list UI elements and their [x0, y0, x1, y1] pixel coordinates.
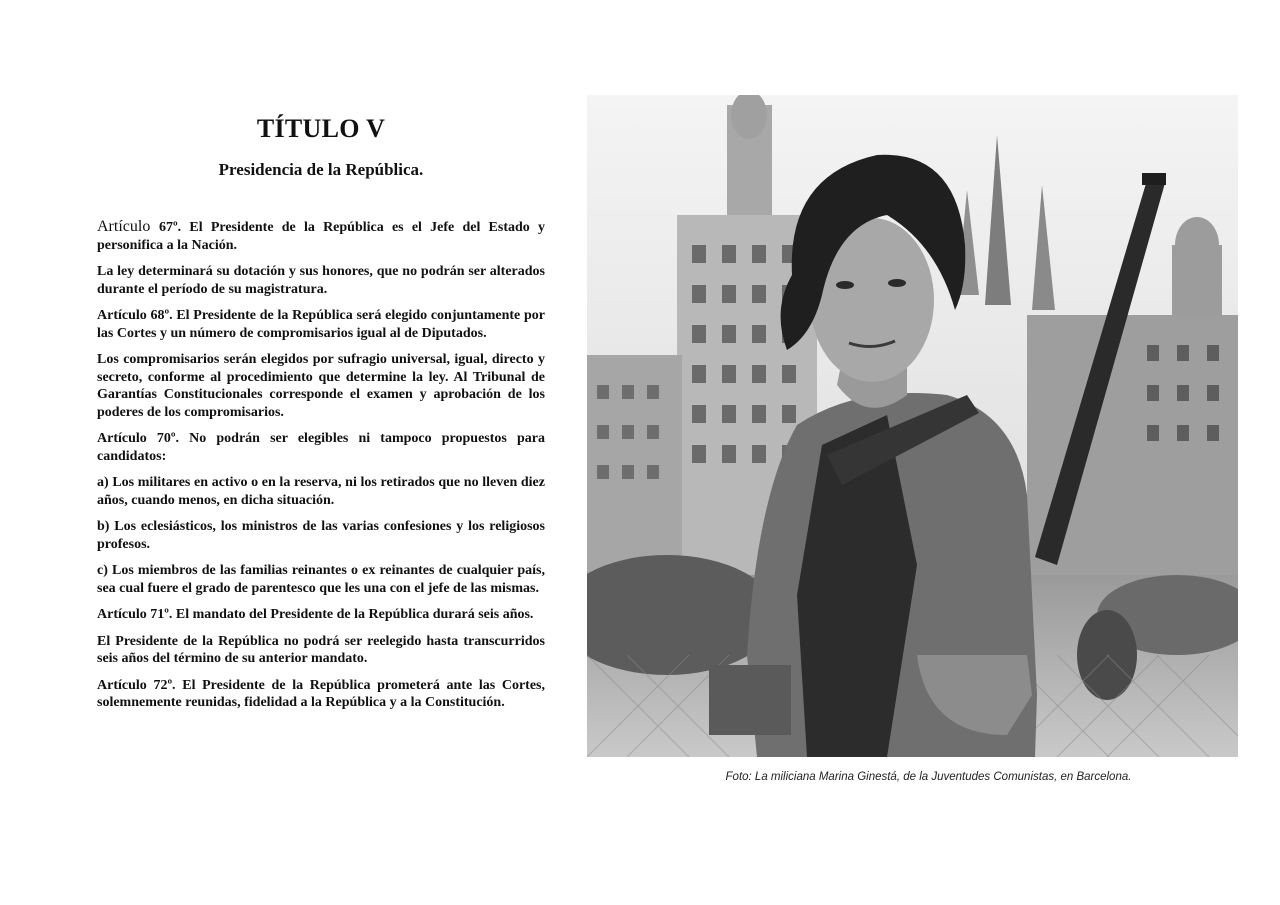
- text-column: [97, 114, 545, 721]
- article-lead: Artículo: [97, 218, 160, 235]
- article-paragraph: La ley determinará su dotación y sus honores, que no podrán ser alterados durante el período de su magistratura.: [97, 264, 545, 297]
- page-subtitle: Presidencia de la República.: [218, 160, 424, 179]
- article-paragraph: [97, 218, 545, 254]
- page-title: TÍTULO V: [256, 114, 386, 143]
- article-paragraph: a) Los militares en activo o en la reserva, ni los retirados que no lleven diez años, cuando menos, en dicha situación.: [97, 475, 545, 509]
- article-paragraph: Los compromisarios serán elegidos por sufragio universal, igual, directo y secreto, conforme al procedimiento que determine la ley. Al Tribunal de Garantías Constitucionales corresponde el examen y aprobación de los poderes de los compromisarios.: [97, 352, 545, 421]
- article-text: 67º. El Presidente de la República es el Jefe del Estado y personifica a la Nación.: [97, 220, 546, 253]
- article-paragraph: c) Los miembros de las familias reinantes o ex reinantes de cualquier país, sea cual fuere el grado de parentesco que les una con el jefe de las mismas.: [97, 563, 545, 597]
- photo-caption: Foto: La miliciana Marina Ginestá, de la Juventudes Comunistas, en Barcelona.: [725, 771, 1132, 783]
- article-paragraph: Artículo 71º. El mandato del Presidente de la República durará seis años.: [97, 607, 534, 623]
- article-paragraph: b) Los eclesiásticos, los ministros de las varias confesiones y los religiosos profesos.: [97, 519, 545, 553]
- militia-woman-photo: [587, 95, 1238, 757]
- article-paragraph: Artículo 72º. El Presidente de la República prometerá ante las Cortes, solemnemente reunidas, fidelidad a la República y a la Constitución.: [97, 677, 545, 711]
- article-paragraph: Artículo 70º. No podrán ser elegibles ni tampoco propuestos para candidatos:: [97, 431, 545, 465]
- article-paragraph: El Presidente de la República no podrá ser reelegido hasta transcurridos seis años del término de su anterior mandato.: [97, 633, 545, 667]
- article-paragraph: Artículo 68º. El Presidente de la República será elegido conjuntamente por las Cortes y un número de compromisarios igual al de Diputados.: [97, 308, 545, 341]
- photo-illustration: [587, 95, 1238, 757]
